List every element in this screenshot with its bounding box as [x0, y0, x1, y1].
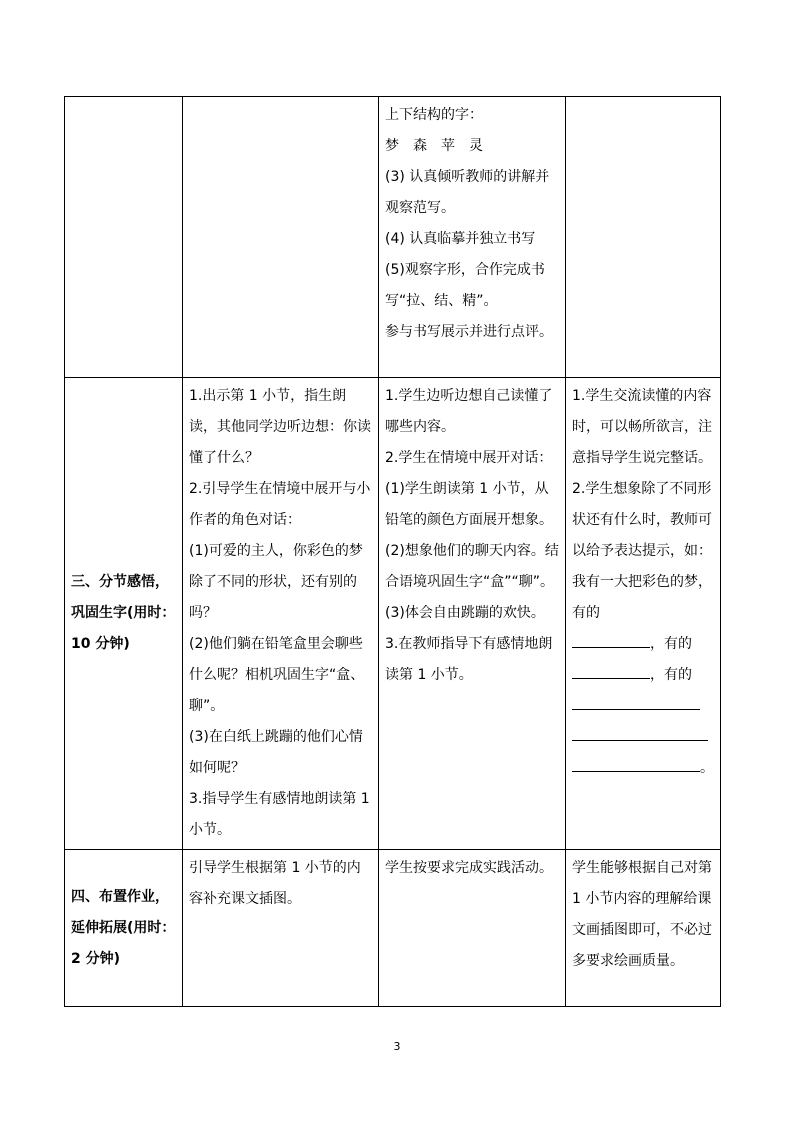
student-line: (5)观察字形，合作完成书写“拉、结、精”。: [385, 262, 545, 309]
teacher-activity-cell: [183, 850, 379, 1007]
teacher-activity-cell: [183, 378, 379, 850]
student-line: 学生按要求完成实践活动。: [385, 860, 553, 876]
design-note-cell: [566, 378, 721, 850]
teacher-line: 1.出示第 1 小节，指生朗读，其他同学边听边想：你读懂了什么？: [189, 388, 371, 466]
note-line: 学生能够根据自己对第 1 小节内容的理解给课文画插图即可，不必过多要求绘画质量。: [572, 860, 712, 969]
stage-cell: [65, 97, 183, 378]
note-line: ，有的: [650, 667, 692, 683]
student-line: (1)学生朗读第 1 小节，从铅笔的颜色方面展开想象。: [385, 481, 553, 528]
teacher-line: (2)他们躺在铅笔盒里会聊些什么呢？相机巩固生字“盒、聊”。: [189, 636, 365, 714]
fill-in-blank: [572, 754, 700, 772]
fill-in-blank: [572, 630, 650, 648]
stage-cell: 三、分节感悟，巩固生字(用时：10 分钟): [65, 378, 183, 850]
note-line: 2.学生想象除了不同形状还有什么时，教师可以给予表达提示，如：我有一大把彩色的梦，有的: [572, 481, 712, 621]
student-line: 梦 森 苹 灵: [385, 138, 483, 154]
student-activity-cell: [379, 378, 566, 850]
teacher-line: 2.引导学生在情境中展开与小作者的角色对话：: [189, 481, 371, 528]
student-line: 参与书写展示并进行点评。: [385, 324, 553, 340]
teacher-line: 3.指导学生有感情地朗读第 1 小节。: [189, 791, 370, 838]
student-line: (2)想象他们的聊天内容。结合语境巩固生字“盒”“聊”。: [385, 543, 559, 590]
student-line: (3) 认真倾听教师的讲解并观察范写。: [385, 169, 550, 216]
student-activity-cell: [379, 97, 566, 378]
student-line: (3)体会自由跳蹦的欢快。: [385, 605, 545, 621]
note-line: 1.学生交流读懂的内容时，可以畅所欲言，注意指导学生说完整话。: [572, 388, 712, 466]
table-row: [65, 97, 721, 378]
lesson-plan-table: [64, 96, 721, 1007]
stage-cell: 四、布置作业，延伸拓展(用时：2 分钟): [65, 850, 183, 1007]
table-row: [65, 850, 721, 1007]
design-note-cell: [566, 850, 721, 1007]
teacher-line: 引导学生根据第 1 小节的内容补充课文插图。: [189, 860, 361, 907]
student-line: 1.学生边听边想自己读懂了哪些内容。: [385, 388, 553, 435]
teacher-activity-cell: [183, 97, 379, 378]
fill-in-blank: [572, 723, 708, 741]
student-activity-cell: [379, 850, 566, 1007]
page-number: 3: [393, 1040, 401, 1053]
student-line: 上下结构的字：: [385, 107, 483, 123]
fill-in-blank: [572, 692, 700, 710]
note-line: 。: [700, 760, 714, 776]
teacher-line: (1)可爱的主人，你彩色的梦除了不同的形状，还有别的吗？: [189, 543, 363, 621]
design-note-cell: [566, 97, 721, 378]
student-line: 3.在教师指导下有感情地朗读第 1 小节。: [385, 636, 553, 683]
student-line: (4) 认真临摹并独立书写: [385, 231, 536, 247]
student-line: 2.学生在情境中展开对话：: [385, 450, 553, 466]
teacher-line: (3)在白纸上跳蹦的他们心情如何呢？: [189, 729, 363, 776]
table-row: [65, 378, 721, 850]
note-line: ，有的: [650, 636, 692, 652]
fill-in-blank: [572, 661, 650, 679]
